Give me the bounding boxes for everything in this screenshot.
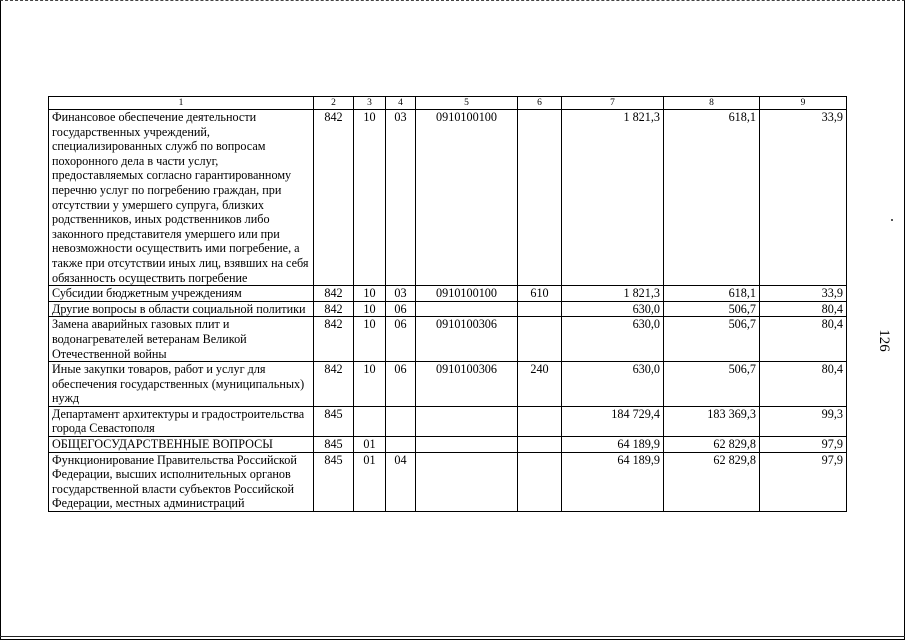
percent-cell: 80,4 <box>760 317 847 362</box>
column-header-9: 9 <box>760 97 847 110</box>
row-name-cell: Функционирование Правительства Российской Федерации, высших исполнительных органов государственной власти субъектов Российской Федерации, местных администраций <box>49 452 314 511</box>
column-header-4: 4 <box>386 97 416 110</box>
target-article-cell <box>416 437 518 453</box>
column-header-2: 2 <box>314 97 354 110</box>
percent-cell: 80,4 <box>760 362 847 407</box>
column-header-3: 3 <box>354 97 386 110</box>
column-header-8: 8 <box>664 97 760 110</box>
percent-cell: 33,9 <box>760 286 847 302</box>
expense-type-cell <box>518 437 562 453</box>
row-name-cell: Замена аварийных газовых плит и водонагревателей ветеранам Великой Отечественной войны <box>49 317 314 362</box>
percent-cell: 33,9 <box>760 110 847 286</box>
expense-type-cell <box>518 317 562 362</box>
table-row <box>49 406 847 436</box>
actual-amount-cell: 618,1 <box>664 110 760 286</box>
ministry-code-cell: 842 <box>314 317 354 362</box>
section-code-cell: 10 <box>354 286 386 302</box>
table-row <box>49 286 847 302</box>
subsection-code-cell <box>386 406 416 436</box>
expense-type-cell <box>518 452 562 511</box>
ministry-code-cell: 842 <box>314 362 354 407</box>
row-name-cell: Субсидии бюджетным учреждениям <box>49 286 314 302</box>
plan-amount-cell: 630,0 <box>562 317 664 362</box>
row-name-cell: Другие вопросы в области социальной политики <box>49 301 314 317</box>
expense-type-cell: 610 <box>518 286 562 302</box>
table-row <box>49 110 847 286</box>
plan-amount-cell: 1 821,3 <box>562 110 664 286</box>
row-name-cell: Департамент архитектуры и градостроительства города Севастополя <box>49 406 314 436</box>
expense-type-cell <box>518 110 562 286</box>
target-article-cell <box>416 406 518 436</box>
column-header-5: 5 <box>416 97 518 110</box>
actual-amount-cell: 62 829,8 <box>664 437 760 453</box>
subsection-code-cell <box>386 437 416 453</box>
actual-amount-cell: 183 369,3 <box>664 406 760 436</box>
target-article-cell: 0910100306 <box>416 317 518 362</box>
scan-speck <box>891 219 893 221</box>
subsection-code-cell: 04 <box>386 452 416 511</box>
plan-amount-cell: 630,0 <box>562 362 664 407</box>
ministry-code-cell: 842 <box>314 110 354 286</box>
target-article-cell: 0910100306 <box>416 362 518 407</box>
target-article-cell <box>416 301 518 317</box>
ministry-code-cell: 842 <box>314 286 354 302</box>
section-code-cell: 10 <box>354 301 386 317</box>
table-row <box>49 301 847 317</box>
section-code-cell: 01 <box>354 437 386 453</box>
subsection-code-cell: 06 <box>386 362 416 407</box>
subsection-code-cell: 06 <box>386 301 416 317</box>
ministry-code-cell: 845 <box>314 452 354 511</box>
expense-type-cell <box>518 406 562 436</box>
plan-amount-cell: 630,0 <box>562 301 664 317</box>
section-code-cell: 10 <box>354 362 386 407</box>
actual-amount-cell: 506,7 <box>664 317 760 362</box>
budget-table <box>48 96 847 512</box>
percent-cell: 97,9 <box>760 452 847 511</box>
plan-amount-cell: 1 821,3 <box>562 286 664 302</box>
header-row <box>49 97 847 110</box>
column-header-1: 1 <box>49 97 314 110</box>
subsection-code-cell: 03 <box>386 110 416 286</box>
table-row <box>49 452 847 511</box>
percent-cell: 80,4 <box>760 301 847 317</box>
ministry-code-cell: 845 <box>314 406 354 436</box>
table-body <box>49 110 847 512</box>
actual-amount-cell: 506,7 <box>664 362 760 407</box>
target-article-cell: 0910100100 <box>416 286 518 302</box>
table-row <box>49 317 847 362</box>
section-code-cell <box>354 406 386 436</box>
section-code-cell: 10 <box>354 317 386 362</box>
actual-amount-cell: 62 829,8 <box>664 452 760 511</box>
section-code-cell: 10 <box>354 110 386 286</box>
percent-cell: 97,9 <box>760 437 847 453</box>
scan-edge-line <box>0 636 905 637</box>
target-article-cell <box>416 452 518 511</box>
percent-cell: 99,3 <box>760 406 847 436</box>
column-header-6: 6 <box>518 97 562 110</box>
row-name-cell: ОБЩЕГОСУДАРСТВЕННЫЕ ВОПРОСЫ <box>49 437 314 453</box>
column-header-7: 7 <box>562 97 664 110</box>
expense-type-cell: 240 <box>518 362 562 407</box>
target-article-cell: 0910100100 <box>416 110 518 286</box>
subsection-code-cell: 03 <box>386 286 416 302</box>
actual-amount-cell: 618,1 <box>664 286 760 302</box>
table-header <box>49 97 847 110</box>
plan-amount-cell: 64 189,9 <box>562 452 664 511</box>
page-number: 126 <box>875 329 892 352</box>
expense-type-cell <box>518 301 562 317</box>
plan-amount-cell: 184 729,4 <box>562 406 664 436</box>
section-code-cell: 01 <box>354 452 386 511</box>
ministry-code-cell: 842 <box>314 301 354 317</box>
table-row <box>49 362 847 407</box>
row-name-cell: Финансовое обеспечение деятельности государственных учреждений, специализированных служб по вопросам похоронного дела в части услуг, предоставляемых согласно гарантированному перечню услуг по погребению граждан, при отсутствии у умершего супруга, близких родственников, иных родственников либо законного представителя умершего или при невозможности осуществить ими погребение, а также при отсутствии иных лиц, взявших на себя обязанность осуществить погребение <box>49 110 314 286</box>
actual-amount-cell: 506,7 <box>664 301 760 317</box>
table-row <box>49 437 847 453</box>
row-name-cell: Иные закупки товаров, работ и услуг для обеспечения государственных (муниципальных) нужд <box>49 362 314 407</box>
subsection-code-cell: 06 <box>386 317 416 362</box>
plan-amount-cell: 64 189,9 <box>562 437 664 453</box>
ministry-code-cell: 845 <box>314 437 354 453</box>
